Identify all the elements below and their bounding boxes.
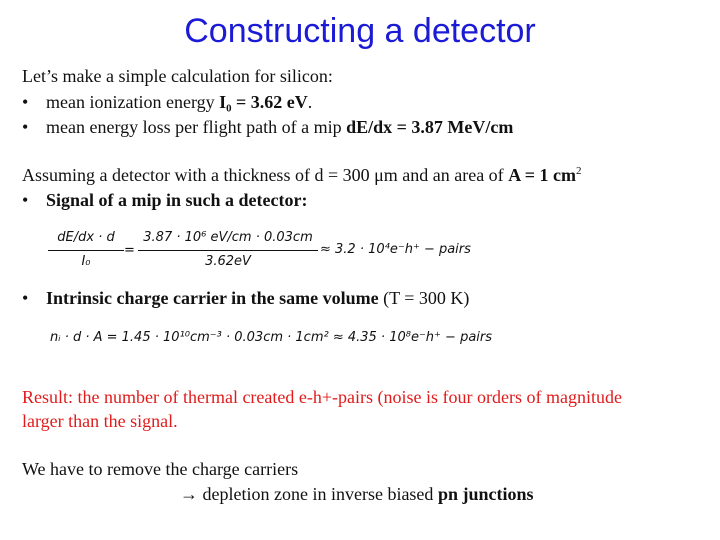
depletion-bold: pn junctions	[437, 484, 534, 504]
signal-heading-text: Signal of a mip in such a detector:	[46, 190, 308, 210]
bullet-text: mean energy loss per flight path of a mip	[46, 117, 347, 137]
assumption-area: A = 1 cm	[508, 165, 576, 185]
bullet-bold: I₀ = 3.62 eV	[219, 92, 308, 112]
slide-title: Constructing a detector	[184, 12, 536, 50]
remove-text: We have to remove the charge carriers	[22, 459, 299, 479]
eq1-denominator-right: 3.62eV	[205, 254, 251, 269]
intrinsic-tail: (T = 300 K)	[378, 288, 470, 308]
signal-heading: • Signal of a mip in such a detector:	[22, 190, 308, 210]
intrinsic-equation: nᵢ · d · A = 1.45 · 10¹⁰cm⁻³ · 0.03cm · 1cm² ≈ 4.35 · 10⁸e⁻h⁺ − pairs	[50, 330, 493, 345]
intro-text: Let’s make a simple calculation for silicon:	[22, 66, 333, 86]
eq1-fraction-bar-left	[48, 250, 124, 251]
eq1-fraction-bar-right	[138, 250, 318, 251]
assumption-text	[22, 165, 581, 186]
bullet-text: mean ionization energy	[46, 92, 220, 112]
eq1-numerator-left: dE/dx · d	[57, 230, 115, 245]
result-line-2: larger than the signal.	[22, 411, 178, 431]
eq1-equals: =	[124, 243, 135, 258]
result-line-1: Result: the number of thermal created e-h+-pairs (noise is four orders of magnitude	[22, 387, 622, 407]
assumption-pre: Assuming a detector with a thickness of d = 300 μm and an area of	[22, 165, 509, 185]
bullet-ionization: • mean ionization energy I₀ = 3.62 eV.	[22, 92, 313, 112]
intrinsic-bold: Intrinsic charge carrier in the same volume	[46, 288, 379, 308]
assumption-sup: 2	[575, 165, 582, 177]
depletion-text	[180, 484, 533, 505]
bullet-tail: .	[307, 92, 313, 112]
eq1-numerator-right: 3.87 · 10⁶ eV/cm · 0.03cm	[143, 230, 313, 245]
eq1-result: ≈ 3.2 · 10⁴e⁻h⁺ − pairs	[320, 242, 471, 257]
bullet-bold: dE/dx = 3.87 MeV/cm	[346, 117, 514, 137]
intrinsic-heading: • Intrinsic charge carrier in the same volume (T = 300 K)	[22, 288, 470, 308]
bullet-energy-loss: • mean energy loss per flight path of a mip dE/dx = 3.87 MeV/cm	[22, 117, 514, 137]
depletion-pre: → depletion zone in inverse biased	[180, 484, 438, 504]
eq1-denominator-left: I₀	[81, 254, 91, 269]
